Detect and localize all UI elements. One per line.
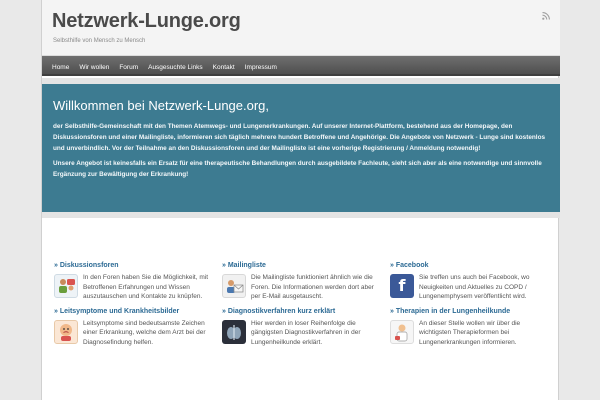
page-frame (41, 0, 559, 400)
mail-icon (222, 274, 246, 298)
welcome-box (42, 84, 560, 212)
feature-text: In den Foren haben Sie die Möglichkeit, mit Betroffenen Erfahrungen und Wissen auszutauschen und Kontakte zu knüpfen. (83, 274, 209, 300)
welcome-paragraph-1: der Selbsthilfe-Gemeinschaft mit den Themen Atemwegs- und Lungenerkrankungen. Auf unserer Internet-Plattform, bestehend aus der Homepage, den Diskussionsforen und einer Mailingliste, informieren sich täglich mehrere hundert Betroffene und Angehörige. Die Angebote von Netzwerk - Lunge sind kostenlos und unverbindlich. Vor der Teilnahme an den Diskussionsforen und der Mailingliste ist eine vorherige Registrierung / Anmeldung notwendig! (53, 123, 546, 152)
feature-title[interactable]: » Diskussionsforen (54, 262, 119, 269)
feature-text: An dieser Stelle wollen wir über die wichtigsten Therapieformen bei Lungenerkrankungen informieren. (419, 319, 521, 346)
patient-icon (54, 320, 78, 344)
feature-column-1 (54, 262, 214, 353)
feature-title[interactable]: » Mailingliste (222, 262, 266, 269)
facebook-icon[interactable]: f (390, 274, 414, 298)
rss-icon[interactable] (542, 12, 550, 22)
feature-diagnostik (222, 308, 382, 348)
feature-column-2 (222, 262, 382, 353)
feature-title[interactable]: » Therapien in der Lungenheilkunde (390, 307, 511, 315)
feature-therapien (390, 308, 550, 348)
site-tagline: Selbsthilfe von Mensch zu Mensch (53, 38, 146, 44)
main-nav (42, 56, 560, 76)
site-header (42, 0, 560, 56)
doctor-icon (390, 320, 414, 344)
xray-icon (222, 320, 246, 344)
feature-title[interactable]: » Facebook (390, 262, 429, 269)
feature-mailingliste (222, 262, 382, 302)
site-title[interactable]: Netzwerk-Lunge.org (52, 10, 241, 32)
feature-title[interactable]: » Leitsymptome und Krankheitsbilder (54, 307, 180, 315)
feature-diskussionsforen (54, 262, 214, 302)
feature-text: Die Mailingliste funktioniert ähnlich wie die Foren. Die Informationen werden dort aber per E-Mail ausgetauscht. (251, 274, 374, 300)
feature-facebook (390, 262, 550, 302)
welcome-heading: Willkommen bei Netzwerk-Lunge.org, (53, 98, 270, 113)
feature-text: Hier werden in loser Reihenfolge die gängigsten Diagnostikverfahren in der Lungenheilkunde erklärt. (251, 319, 361, 346)
nav-forum[interactable]: Forum (119, 64, 139, 71)
welcome-paragraph-2: Unsere Angebot ist keinesfalls ein Ersatz für eine therapeutische Behandlungen durch ausgebildete Fachleute, sieht sich aber als eine notwendige und sinnvolle Ergänzung zur Bewältigung der Erkrankung! (53, 160, 542, 178)
feature-text: Sie treffen uns auch bei Facebook, wo Neuigkeiten und Aktuelles zu COPD / Lungenemphysem veröffentlicht wird. (419, 274, 530, 300)
nav-impressum[interactable]: Impressum (244, 64, 277, 71)
feature-leitsymptome (54, 308, 214, 348)
nav-wir-wollen[interactable]: Wir wollen (79, 64, 110, 71)
feature-column-3 (390, 262, 550, 353)
feature-text: Leitsymptome sind bedeutsamste Zeichen einer Erkrankung, welche dem Arzt bei der Diagnosefindung helfen. (83, 319, 206, 346)
nav-ausgesuchte-links[interactable]: Ausgesuchte Links (148, 64, 203, 71)
feature-title[interactable]: » Diagnostikverfahren kurz erklärt (222, 307, 336, 315)
forum-icon (54, 274, 78, 298)
nav-home[interactable]: Home (52, 64, 70, 71)
nav-kontakt[interactable]: Kontakt (212, 64, 235, 71)
